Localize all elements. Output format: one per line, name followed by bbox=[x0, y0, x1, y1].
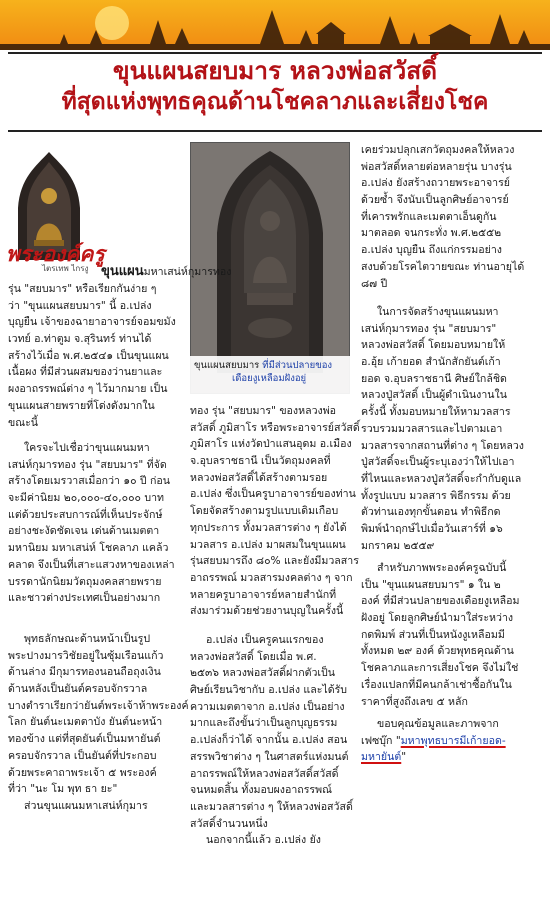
col2-line: อ.เปล่ง ซึ่งเป็นครูบาอาจารย์ของท่าน bbox=[190, 488, 356, 501]
col1-line: เสน่ห์กุมารทอง รุ่น "สยบมาร" ที่จัด bbox=[8, 458, 167, 471]
col3-line: เป็น "ขุนแผนสยบมาร" ๑ ใน ๒ bbox=[361, 578, 501, 591]
col1-line: เวทย์ อ.ท่าตูม จ.สุรินทร์ ท่านได้ bbox=[8, 333, 152, 346]
col3-line: อ.อุ้ย เก้ายอด สำนักสักยันต์เก้า bbox=[361, 356, 501, 369]
col3-line: ที่เคารพรักและเมตตาเอ็นดูกัน bbox=[361, 210, 497, 223]
col1-line: บางตำราเรียกว่ายันต์พระเจ้าห้าพระองค์ bbox=[8, 699, 189, 712]
credits-thanks: ขอบคุณข้อมูลและภาพจาก bbox=[377, 718, 499, 730]
col1-line: พระปางมารวิชัยอยู่ในซุ้มเรือนแก้ว bbox=[8, 649, 164, 662]
col3-line: มวลสารจากสถานที่ต่าง ๆ โดยหลวง bbox=[361, 439, 524, 452]
col1-line: โลก ยันต์นะเมตตาบัง ยันต์นะหน้า bbox=[8, 716, 163, 729]
headline-line-2: ที่สุดแห่งพุทธคุณด้านโชคลาภและเสี่ยงโชค bbox=[61, 89, 489, 116]
col2-line: อ.เปล่งก็ว่าได้ จากนั้น อ.เปล่ง สอน bbox=[190, 734, 348, 747]
col1-line-1: มหาเสน่ห์กุมารทอง bbox=[143, 266, 232, 278]
col3-line: เสน่ห์กุมารทอง รุ่น "สยบมาร" bbox=[361, 322, 497, 335]
col1-lead-block bbox=[101, 264, 232, 281]
col3-line: ราคาที่สูงถึงเลข ๕ หลัก bbox=[361, 695, 468, 708]
col2-line: ทุกประการ ทั้งมวลสารต่าง ๆ ยังได้ bbox=[190, 521, 347, 534]
temple-silhouette-decoration bbox=[0, 0, 550, 50]
col3-line: โชคลาภและการเสี่ยงโชค จึงไม่ใช่ bbox=[361, 662, 519, 675]
col2-line: ความเมตตาจาก อ.เปล่ง เป็นอย่าง bbox=[190, 700, 345, 713]
col2-line: ภูมิสาโร แห่งวัดป่าแสนอุดม อ.เมือง bbox=[190, 438, 352, 451]
col3-line: พิมพ์นำฤกษ์ไปเมื่อวันเสาร์ที่ ๑๖ bbox=[361, 522, 503, 535]
col1-line: ว่า "ขุนแผนสยบมาร" นี้ อ.เปล่ง bbox=[8, 299, 152, 312]
col3-line: ในการจัดสร้างขุนแผนมหา bbox=[377, 306, 499, 318]
col2-line: อ.เปล่ง เป็นครูคนแรกของ bbox=[206, 634, 324, 646]
col1-line: ส่วนขุนแผนมหาเสน่ห์กุมาร bbox=[24, 799, 148, 812]
col3-line: องค์ ที่มีส่วนปลายของเดือยงูเหลือม bbox=[361, 595, 520, 608]
col1-line: ขุนแผนสายพรายที่โด่งดังมากใน bbox=[8, 399, 155, 412]
col1-line: ใครจะไปเชื่อว่าขุนแผนมหา bbox=[24, 442, 150, 454]
credits-suffix: " bbox=[401, 751, 407, 764]
col3-line: ที่ไหนและหลวงปู่สวัสดิ์จะกำกับดูแล bbox=[361, 472, 522, 485]
col2-line: สรรพวิชาต่าง ๆ ในศาสตร์แห่งมนต์ bbox=[190, 750, 349, 763]
col2-line: มวลสาร อ.เปล่ง มาผสมในขุนแผน bbox=[190, 538, 346, 551]
col3-line: พ่อสวัสดิ์หลายต่อหลายรุ่น บางรุ่น bbox=[361, 160, 512, 173]
caption-highlight: ที่มีส่วนปลายของ bbox=[259, 360, 333, 371]
col3-credits bbox=[361, 716, 543, 766]
col1-line: ด้านหลังเป็นยันต์ครอบจักรวาล bbox=[8, 683, 148, 696]
col3-line: ด้วยซ้ำ จึงนับเป็นลูกศิษย์อาจารย์ bbox=[361, 194, 509, 207]
col2-line: ส่งมาร่วมด้วยช่วยงานบุญในครั้งนี้ bbox=[190, 605, 344, 618]
col2-paragraph-2 bbox=[190, 632, 360, 849]
col3-line: เคยร่วมปลุกเสกวัตถุมงคลให้หลวง bbox=[361, 144, 515, 156]
col2-line: หลวงพ่อสวัสดิ์ได้สร้างตามรอย bbox=[190, 471, 328, 484]
col2-line: จ.อุบลราชธานี เป็นวัตถุมงคลที่ bbox=[190, 455, 331, 468]
top-banner bbox=[0, 0, 550, 50]
col1-line: จะมีค่านิยม ๒๐,๐๐๐-๔๐,๐๐๐ บาท bbox=[8, 492, 165, 505]
credits-prefix: เฟซบุ๊ก " bbox=[361, 734, 401, 747]
col3-line: กดพิมพ์ ส่วนที่เป็นหนังงูเหลือมมี bbox=[361, 628, 505, 641]
col2-line: และมวลสารต่าง ๆ ให้หลวงพ่อสวัสดิ์ bbox=[190, 800, 353, 813]
col3-line: ทั้งรูปแบบ มวลสาร พิธีกรรม ด้วย bbox=[361, 489, 511, 502]
col3-line: หลวงพ่อสวัสดิ์ โดยมอบหมายให้ bbox=[361, 339, 506, 352]
col2-line: โดยจัดสร้างตามรูปแบบเดิมเกือบ bbox=[190, 505, 339, 518]
col3-paragraph-3 bbox=[361, 560, 543, 710]
col1-lead-word: ขุนแผน bbox=[101, 264, 144, 279]
col1-line: สร้างโดยเมรวาสเมื่อกว่า ๑๐ ปี ก่อน bbox=[8, 475, 171, 488]
col1-line: คลาด จึงเป็นที่เสาะแสวงหาของเหล่า bbox=[8, 558, 175, 571]
col1-line: บุญยืน เจ้าของฉายาอาจารย์จอมขมัง bbox=[8, 316, 176, 329]
col1-line: สร้างไว้เมื่อ พ.ศ.๒๕๔๑ เป็นขุนแผน bbox=[8, 349, 169, 362]
col3-line: สำหรับภาพพระองค์ครูฉบับนี้ bbox=[377, 562, 507, 574]
col2-line: จนหมดสิ้น ทั้งมอบผงอาถรรพณ์ bbox=[190, 784, 332, 797]
facebook-page-link[interactable]: มหาพุทธบารมีเก้ายอด- bbox=[400, 734, 506, 747]
caption-text: ขุนแผนสยบมาร bbox=[194, 360, 260, 371]
col1-line: แต่ด้วยประสบการณ์ที่เห็นประจักษ์ bbox=[8, 508, 163, 521]
col2-line: มากและถึงขั้นว่าเป็นลูกบุญธรรม bbox=[190, 717, 338, 730]
col3-line: ยอด จ.อุบลราชธานี ศิษย์ใกล้ชิด bbox=[361, 372, 507, 385]
col1-line: บรรดานักนิยมวัตถุมงคลสายพราย bbox=[8, 575, 162, 588]
col2-line: หลวงพ่อสวัสดิ์ โดยเมื่อ พ.ศ. bbox=[190, 650, 317, 663]
col2-paragraph-1 bbox=[190, 403, 360, 620]
col2-line: นอกจากนี้แล้ว อ.เปล่ง ยัง bbox=[206, 834, 321, 847]
col1-line: ขณะนี้ bbox=[8, 416, 39, 429]
facebook-page-link-cont[interactable]: มหายันต์ bbox=[361, 751, 402, 764]
col3-line: ฝังอยู่ โดยลูกศิษย์นำมาใส่ระหว่าง bbox=[361, 612, 514, 625]
col3-line: ๘๗ ปี bbox=[361, 277, 388, 290]
col1-line: ทองข้าง แต่ที่สุดยันต์เป็นมหายันต์ bbox=[8, 733, 161, 746]
col3-paragraph-1 bbox=[361, 142, 543, 292]
col2-line: ศิษย์เรียนวิชากับ อ.เปล่ง และได้รับ bbox=[190, 684, 348, 697]
col3-paragraph-2 bbox=[361, 304, 543, 554]
col1-line: พุทธลักษณะด้านหน้าเป็นรูป bbox=[24, 633, 151, 645]
col1-line: ที่ว่า "นะ โม พุท ธา ยะ" bbox=[8, 783, 118, 796]
headline bbox=[6, 56, 544, 117]
col1-paragraph-2 bbox=[8, 440, 189, 607]
col3-line: มาตลอด จนกระทั่ง พ.ศ.๒๕๕๒ bbox=[361, 227, 502, 240]
photo-caption bbox=[190, 356, 350, 396]
col3-line: สงบด้วยโรคไตวายขณะ ท่านอายุได้ bbox=[361, 260, 525, 273]
col1-line: และชาวต่างประเทศเป็นอย่างมาก bbox=[8, 592, 161, 605]
caption-line-2: เดือยงูเหลือมฝังอยู่ bbox=[232, 373, 307, 384]
col3-line: ตัวท่านเองทุกขั้นตอน ทำพิธีกด bbox=[361, 506, 501, 519]
col1-line: อย่างชะงัดชัดเจน เด่นด้านเมตตา bbox=[8, 525, 160, 538]
col2-line: อาถรรพณ์ มวลสารมงคลต่าง ๆ จาก bbox=[190, 571, 353, 584]
col3-line: มกราคม ๒๕๕๙ bbox=[361, 539, 435, 552]
col2-line: สวัสดิ์ ภูมิสาโร หรือพระอาจารย์สวัสดิ์ bbox=[190, 421, 360, 434]
col3-line: อ.เปล่ง บุญยืน ถึงแก่กรรมอย่าง bbox=[361, 244, 502, 257]
headline-bottom-rule bbox=[8, 130, 542, 132]
col2-line: อาถรรพณ์ให้หลวงพ่อสวัสดิ์สวัสดิ์ bbox=[190, 767, 339, 780]
headline-line-1: ขุนแผนสยบมาร หลวงพ่อสวัสดิ์ bbox=[112, 56, 438, 85]
col1-line: ด้วยพระคาถาพระเจ้า ๕ พระองค์ bbox=[8, 766, 157, 779]
col1-line: ด้านล่าง มีกุมารทองนอนถือถุงเงิน bbox=[8, 666, 161, 679]
col2-line: ๒๕๓๖ หลวงพ่อสวัสดิ์ฝากตัวเป็น bbox=[190, 667, 336, 680]
col3-line: หลวงปู่สวัสดิ์ เป็นผู้ดำเนินงานใน bbox=[361, 389, 507, 402]
col1-paragraph-3 bbox=[8, 631, 189, 815]
col3-line: เรื่องแปลกที่มีคนกล้าเช่าซื้อกันใน bbox=[361, 678, 512, 691]
col3-line: รวบรวมมวลสารและไปตามเอา bbox=[361, 422, 503, 435]
col3-line: อ.เปล่ง ยังสร้างถวายพระอาจารย์ bbox=[361, 177, 511, 190]
logo-title: พระองค์ครู bbox=[6, 241, 105, 266]
col2-line: สวัสดิ์จำนวนหนึ่ง bbox=[190, 817, 268, 830]
col1-line: ครอบจักรวาล เป็นยันต์ที่ประกอบ bbox=[8, 749, 157, 762]
col1-line: มหานิยม มหาเสน่ห์ โชคลาภ แคล้ว bbox=[8, 542, 169, 555]
col1-line: เนื้อผง ที่มีส่วนผสมของว่านยาและ bbox=[8, 366, 163, 379]
col1-line: ผงอาถรรพณ์ต่าง ๆ ไว้มากมาย เป็น bbox=[8, 383, 168, 396]
headline-top-rule bbox=[8, 52, 542, 54]
col3-line: ครั้งนี้ ทั้งมอบหมายให้หามวลสาร bbox=[361, 406, 511, 419]
col3-line: ทั้งหมด ๒๙ องค์ ด้วยพุทธคุณด้าน bbox=[361, 645, 514, 658]
col2-line: รุ่นสยบมารถึง ๘๐% และยังมีมวลสาร bbox=[190, 555, 359, 568]
col3-line: ปู่สวัสดิ์จะเป็นผู้ระบุเองว่าให้ไปเอา bbox=[361, 456, 515, 469]
logo-subtitle: ไตรเทพ ไกรงู bbox=[42, 264, 89, 273]
col2-line: หลายครูบาอาจารย์หลายสำนักที่ bbox=[190, 588, 337, 601]
col1-line: รุ่น "สยบมาร" หรือเรียกกันง่าย ๆ bbox=[8, 283, 157, 295]
col2-line: ทอง รุ่น "สยบมาร" ของหลวงพ่อ bbox=[190, 405, 337, 417]
col1-paragraph-1 bbox=[8, 281, 189, 431]
